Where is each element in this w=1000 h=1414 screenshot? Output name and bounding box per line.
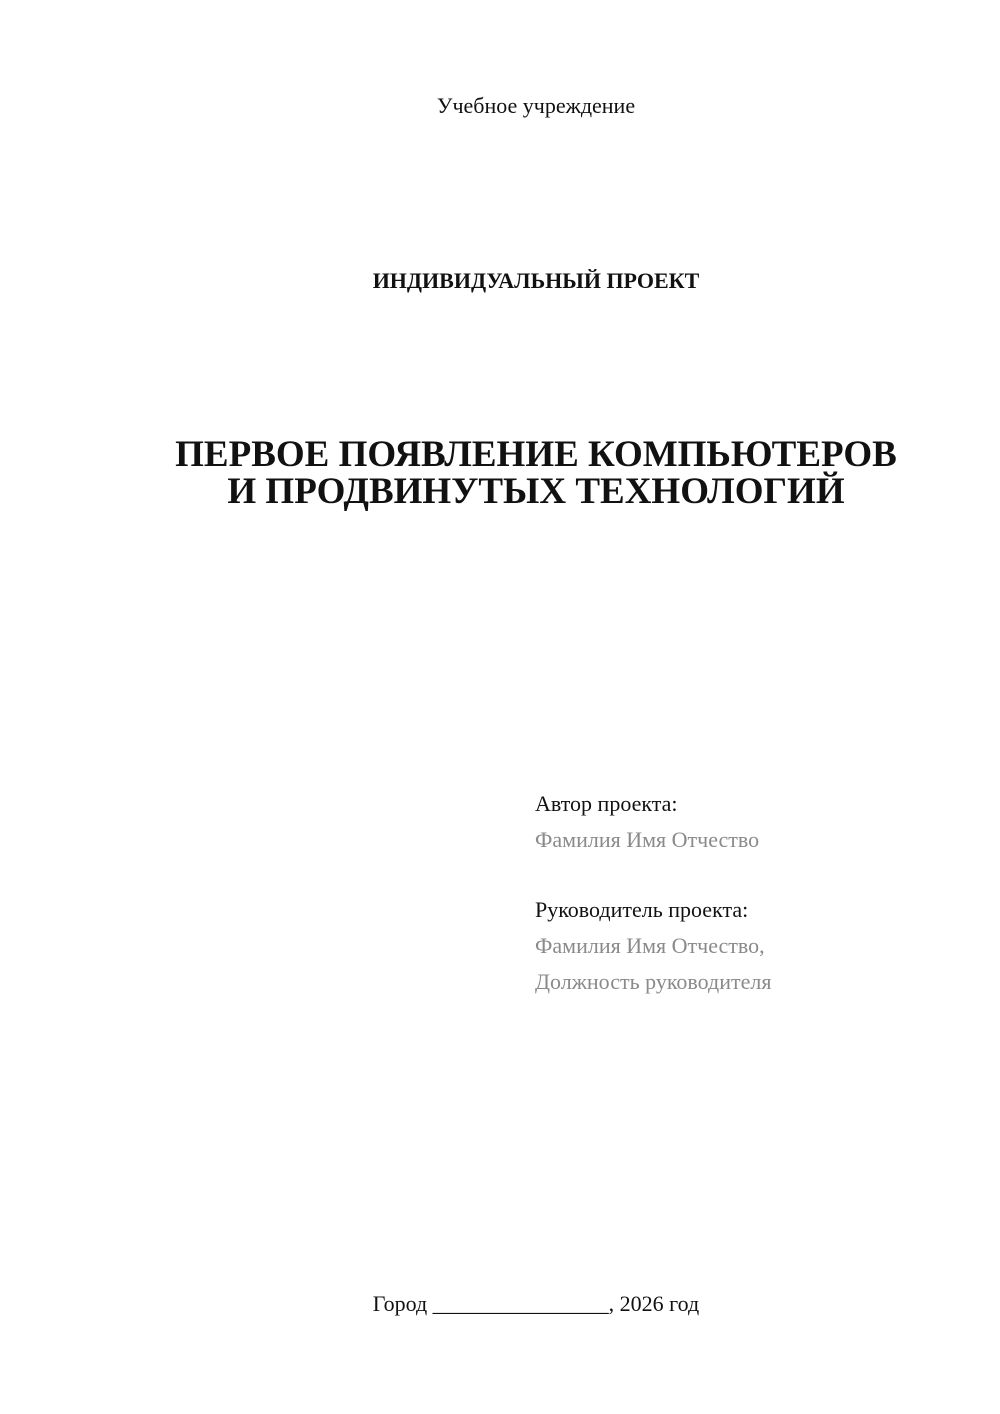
supervisor-label: Руководитель проекта: xyxy=(535,897,749,922)
year-text: , 2026 год xyxy=(608,1291,700,1316)
supervisor-position-placeholder: Должность руководителя xyxy=(535,969,772,994)
project-title-line-2: И ПРОДВИНУТЫХ ТЕХНОЛОГИЙ xyxy=(227,471,845,512)
author-block xyxy=(535,786,975,858)
city-label: Город xyxy=(372,1291,428,1316)
project-title xyxy=(0,436,1000,510)
institution-name: Учебное учреждение xyxy=(436,93,636,118)
city-year-line xyxy=(0,1289,1000,1319)
author-label: Автор проекта: xyxy=(535,791,678,816)
project-title-line-1: ПЕРВОЕ ПОЯВЛЕНИЕ КОМПЬЮТЕРОВ xyxy=(175,434,897,475)
city-blank-line: ________________ xyxy=(432,1291,609,1316)
supervisor-block xyxy=(535,892,975,1000)
supervisor-name-placeholder: Фамилия Имя Отчество, xyxy=(535,933,765,958)
project-type-heading: ИНДИВИДУАЛЬНЫЙ ПРОЕКТ xyxy=(372,268,700,293)
author-name-placeholder: Фамилия Имя Отчество xyxy=(535,827,760,852)
